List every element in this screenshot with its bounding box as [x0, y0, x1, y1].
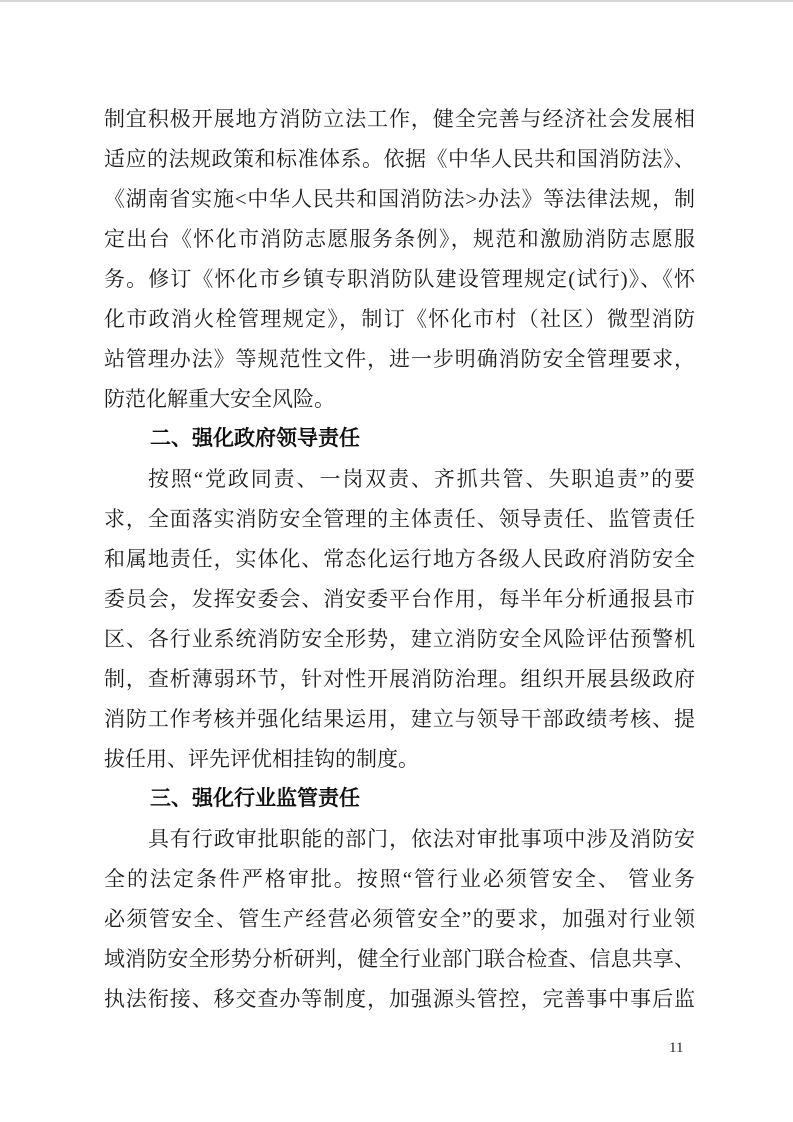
- section-heading: 二、强化政府领导责任: [150, 427, 360, 450]
- body-text-line: 拔任用、评先评优相挂钩的制度。: [104, 747, 419, 771]
- document-body: [104, 99, 695, 1019]
- body-text-line: 站管理办法》等规范性文件，进一步明确消防安全管理要求，: [104, 347, 695, 371]
- body-text-line: 求，全面落实消防安全管理的主体责任、领导责任、监管责任: [104, 507, 695, 531]
- scan-edge-line: [0, 0, 793, 2]
- page-number: 11: [669, 1040, 684, 1056]
- body-text-line: 《湖南省实施<中华人民共和国消防法>办法》等法律法规，制: [104, 187, 695, 211]
- body-text-line: 执法衔接、移交查办等制度，加强源头管控，完善事中事后监: [104, 987, 695, 1011]
- body-text-line: 委员会，发挥安委会、消安委平台作用，每半年分析通报县市: [104, 587, 695, 611]
- body-text-line: 适应的法规政策和标准体系。依据《中华人民共和国消防法》、: [104, 147, 695, 171]
- body-text-line: 化市政消火栓管理规定》，制订《怀化市村（社区）微型消防: [104, 307, 695, 331]
- body-text-line: 全的法定条件严格审批。按照“管行业必须管安全、 管业务: [104, 867, 695, 891]
- body-text-line: 和属地责任，实体化、常态化运行地方各级人民政府消防安全: [104, 547, 695, 571]
- body-text-line: 消防工作考核并强化结果运用，建立与领导干部政绩考核、提: [104, 707, 695, 731]
- body-text-line: 域消防安全形势分析研判，健全行业部门联合检查、信息共享、: [104, 947, 695, 971]
- body-text-line: 具有行政审批职能的部门，依法对审批事项中涉及消防安: [148, 827, 695, 851]
- body-text-line: 务。修订《怀化市乡镇专职消防队建设管理规定(试行)》、《怀: [104, 267, 695, 291]
- section-heading: 三、强化行业监管责任: [150, 787, 360, 810]
- body-text-line: 制，查析薄弱环节，针对性开展消防治理。组织开展县级政府: [104, 667, 695, 691]
- body-text-line: 防范化解重大安全风险。: [104, 387, 335, 411]
- body-text-line: 制宜积极开展地方消防立法工作，健全完善与经济社会发展相: [104, 107, 695, 131]
- body-text-line: 必须管安全、管生产经营必须管安全”的要求，加强对行业领: [104, 907, 695, 931]
- body-text-line: 定出台《怀化市消防志愿服务条例》，规范和激励消防志愿服: [104, 227, 695, 251]
- body-text-line: 按照“党政同责、一岗双责、齐抓共管、失职追责”的要: [148, 467, 695, 491]
- body-text-line: 区、各行业系统消防安全形势，建立消防安全风险评估预警机: [104, 627, 695, 651]
